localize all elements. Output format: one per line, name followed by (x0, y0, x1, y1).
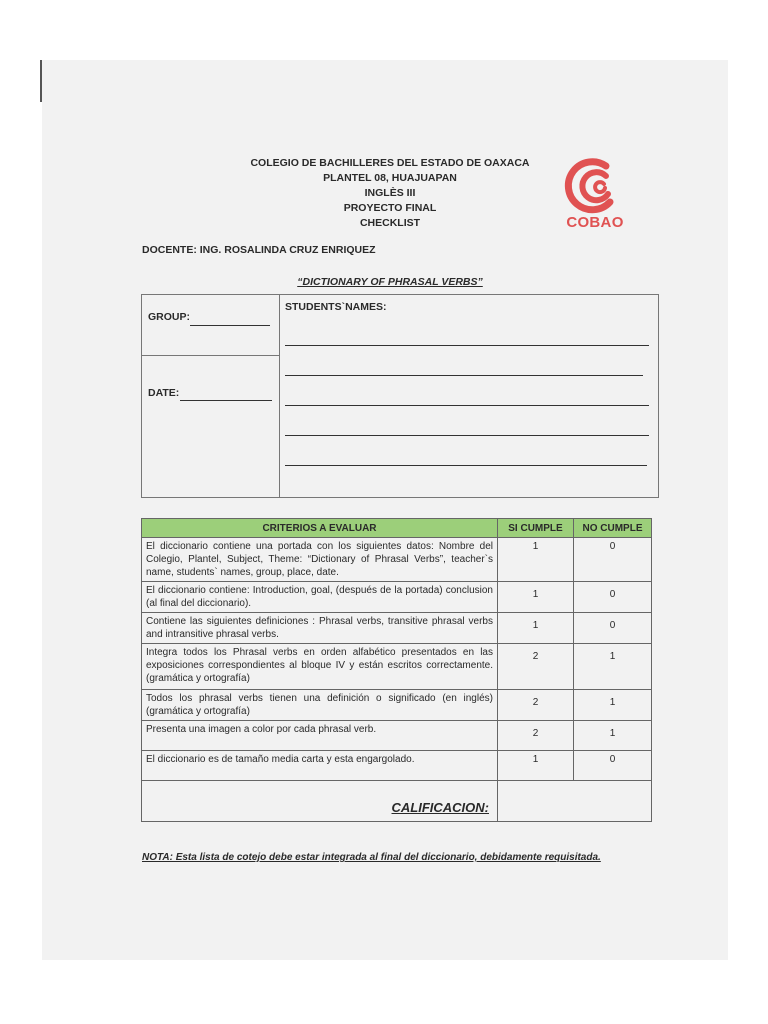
criterion-text: El diccionario es de tamaño media carta y esta engargolado. (142, 751, 498, 781)
group-field-line[interactable] (190, 325, 270, 326)
criteria-row (142, 644, 652, 690)
criteria-row (142, 721, 652, 751)
cobao-logo-text: COBAO (566, 214, 624, 231)
no-cumple-score: 1 (574, 721, 652, 751)
header-line-plantel: PLANTEL 08, HUAJUAPAN (323, 172, 457, 184)
criteria-row (142, 538, 652, 582)
header-line-subject: INGLÈS III (364, 187, 416, 199)
cobao-logo (562, 156, 632, 236)
criteria-header-row (142, 519, 652, 538)
no-cumple-score: 1 (574, 690, 652, 721)
nota-footer: NOTA: Esta lista de cotejo debe estar integrada al final del diccionario, debidamente requisitada. (142, 852, 601, 863)
student-name-line[interactable] (285, 345, 649, 346)
student-name-line[interactable] (285, 375, 643, 376)
si-cumple-score: 2 (498, 690, 574, 721)
no-cumple-column-header: NO CUMPLE (574, 519, 652, 538)
student-name-line[interactable] (285, 465, 647, 466)
calificacion-label-cell (142, 781, 498, 822)
si-cumple-score: 1 (498, 538, 574, 582)
no-cumple-score: 1 (574, 644, 652, 690)
criterion-text: Contiene las siguientes definiciones : Phrasal verbs, transitive phrasal verbs and intransitive phrasal verbs. (142, 613, 498, 644)
si-cumple-column-header: SI CUMPLE (498, 519, 574, 538)
no-cumple-score: 0 (574, 751, 652, 781)
project-title: “DICTIONARY OF PHRASAL VERBS” (297, 276, 483, 288)
date-label: DATE: (148, 387, 180, 399)
calificacion-label: CALIFICACION: (391, 800, 489, 815)
scan-edge-line (40, 60, 42, 102)
document-header (230, 156, 550, 231)
header-line-checklist: CHECKLIST (359, 217, 421, 229)
si-cumple-score: 1 (498, 582, 574, 613)
student-name-line[interactable] (285, 435, 649, 436)
criterion-text: El diccionario contiene una portada con los siguientes datos: Nombre del Colegio, Plantel, Subject, Theme: “Dictionary of Phrasal Verbs”, teacher`s name, students` names, group, place, date. (142, 538, 498, 582)
students-names-label: STUDENTS`NAMES: (285, 301, 387, 313)
student-info-box (141, 294, 659, 498)
student-name-line[interactable] (285, 405, 649, 406)
criterion-text: Integra todos los Phrasal verbs en orden alfabético presentados en las exposiciones correspondientes al bloque IV y están escritos correctamente. (gramática y ortografía) (142, 644, 498, 690)
criterion-text: Presenta una imagen a color por cada phrasal verb. (142, 721, 498, 751)
criteria-row (142, 751, 652, 781)
no-cumple-score: 0 (574, 582, 652, 613)
criteria-row (142, 613, 652, 644)
criterion-text: Todos los phrasal verbs tienen una definición o significado (en inglés) (gramática y ortografía) (142, 690, 498, 721)
group-date-divider (142, 355, 279, 356)
si-cumple-score: 1 (498, 613, 574, 644)
teacher-name: DOCENTE: ING. ROSALINDA CRUZ ENRIQUEZ (142, 244, 376, 256)
si-cumple-score: 2 (498, 721, 574, 751)
no-cumple-score: 0 (574, 613, 652, 644)
criteria-row (142, 582, 652, 613)
cobao-logo-icon (562, 156, 628, 216)
criterion-text: El diccionario contiene: Introduction, goal, (después de la portada) conclusion (al final del diccionario). (142, 582, 498, 613)
group-label: GROUP: (148, 311, 190, 323)
criteria-row (142, 690, 652, 721)
calificacion-score-cell[interactable] (498, 781, 652, 822)
no-cumple-score: 0 (574, 538, 652, 582)
header-line-project: PROYECTO FINAL (343, 202, 437, 214)
date-field-line[interactable] (180, 400, 272, 401)
si-cumple-score: 2 (498, 644, 574, 690)
criteria-table (141, 518, 652, 822)
criteria-column-header: CRITERIOS A EVALUAR (142, 519, 498, 538)
si-cumple-score: 1 (498, 751, 574, 781)
group-date-column (142, 295, 280, 497)
calificacion-row (142, 781, 652, 822)
header-line-school: COLEGIO DE BACHILLERES DEL ESTADO DE OAXACA (250, 157, 530, 169)
